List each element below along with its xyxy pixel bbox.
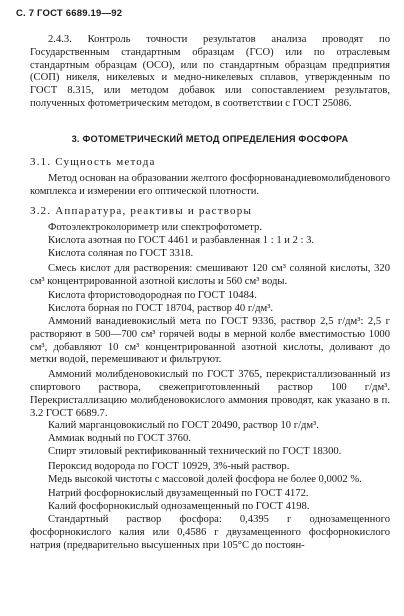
reagent-1: Фотоэлектроколориметр или спектрофотометр. xyxy=(48,222,262,234)
paragraph-2-4-3: 2.4.3. Контроль точности результатов анализа проводят по Государственным стандартным образцам (ГСО) или по отраслевым стандартным образцам (ОСО), или по стандартным образцам предприятия (СОП) никеля, никелевых и медно-никелевых сплавов, утвержденным по ГОСТ 8.315, или методом добавок или сопоставлением результатов, полученных фотометрическим методом, в соответствии с ГОСТ 25086. xyxy=(30,34,390,109)
reagent-6: Кислота борная по ГОСТ 18704, раствор 40 г/дм³. xyxy=(48,303,274,315)
reagent-4: Смесь кислот для растворения: смешивают 120 см³ соляной кислоты, 320 см³ концентрированной азотной кислоты и 560 см³ воды. xyxy=(30,262,390,287)
reagent-16: Стандартный раствор фосфора: 0,4395 г однозамещенного фосфорнокислого калия или 0,4586 г двузамещенного фосфорнокислого натрия (предварительно высушенных при 105°С до постоян- xyxy=(30,513,390,551)
reagent-2: Кислота азотная по ГОСТ 4461 и разбавленная 1 : 1 и 2 : 3. xyxy=(48,235,315,247)
section-3-title: 3. ФОТОМЕТРИЧЕСКИЙ МЕТОД ОПРЕДЕЛЕНИЯ ФОСФОРА xyxy=(71,133,349,144)
reagent-7: Аммоний ванадиевокислый мета по ГОСТ 9336, раствор 2,5 г/дм³: 2,5 г растворяют в 500—700 см³ горячей воды в мерной колбе вместимостью 1000 см³, добавляют 10 см³ концентрированной азотной кислоты, доливают до метки водой, перемешивают и фильтруют. xyxy=(30,315,390,366)
reagent-12: Пероксид водорода по ГОСТ 10929, 3%-ный раствор. xyxy=(48,460,290,472)
reagent-5: Кислота фтористоводородная по ГОСТ 10484. xyxy=(48,290,257,302)
subsection-3-1-title: 3.1. Сущность метода xyxy=(30,155,156,168)
page-header: С. 7 ГОСТ 6689.19—92 xyxy=(16,8,123,19)
reagent-9: Калий марганцовокислый по ГОСТ 20490, раствор 10 г/дм³. xyxy=(48,420,319,432)
reagent-14: Натрий фосфорнокислый двузамещенный по ГОСТ 4172. xyxy=(48,488,309,500)
reagent-8: Аммоний молибденовокислый по ГОСТ 3765, перекристаллизованный из спиртового раствора, свежеприготовленный раствор 100 г/дм³. Перекристаллизацию молибденовокислого аммония проводят, как указано в п. 3.2 ГОСТ 6689.7. xyxy=(30,369,390,419)
reagent-11: Спирт этиловый ректификованный технический по ГОСТ 18300. xyxy=(48,445,342,457)
reagent-3: Кислота соляная по ГОСТ 3318. xyxy=(48,247,194,259)
subsection-3-1-text: Метод основан на образовании желтого фосфорнованадиевомолибденового комплекса и измерении его оптической плотности. xyxy=(30,172,390,197)
reagent-15: Калий фосфорнокислый однозамещенный по ГОСТ 4198. xyxy=(48,501,310,513)
reagent-10: Аммиак водный по ГОСТ 3760. xyxy=(48,433,191,445)
subsection-3-2-title: 3.2. Аппаратура, реактивы и растворы xyxy=(30,205,253,218)
document-body xyxy=(30,34,390,552)
reagent-13: Медь высокой чистоты с массовой долей фосфора не более 0,0002 %. xyxy=(48,473,362,485)
